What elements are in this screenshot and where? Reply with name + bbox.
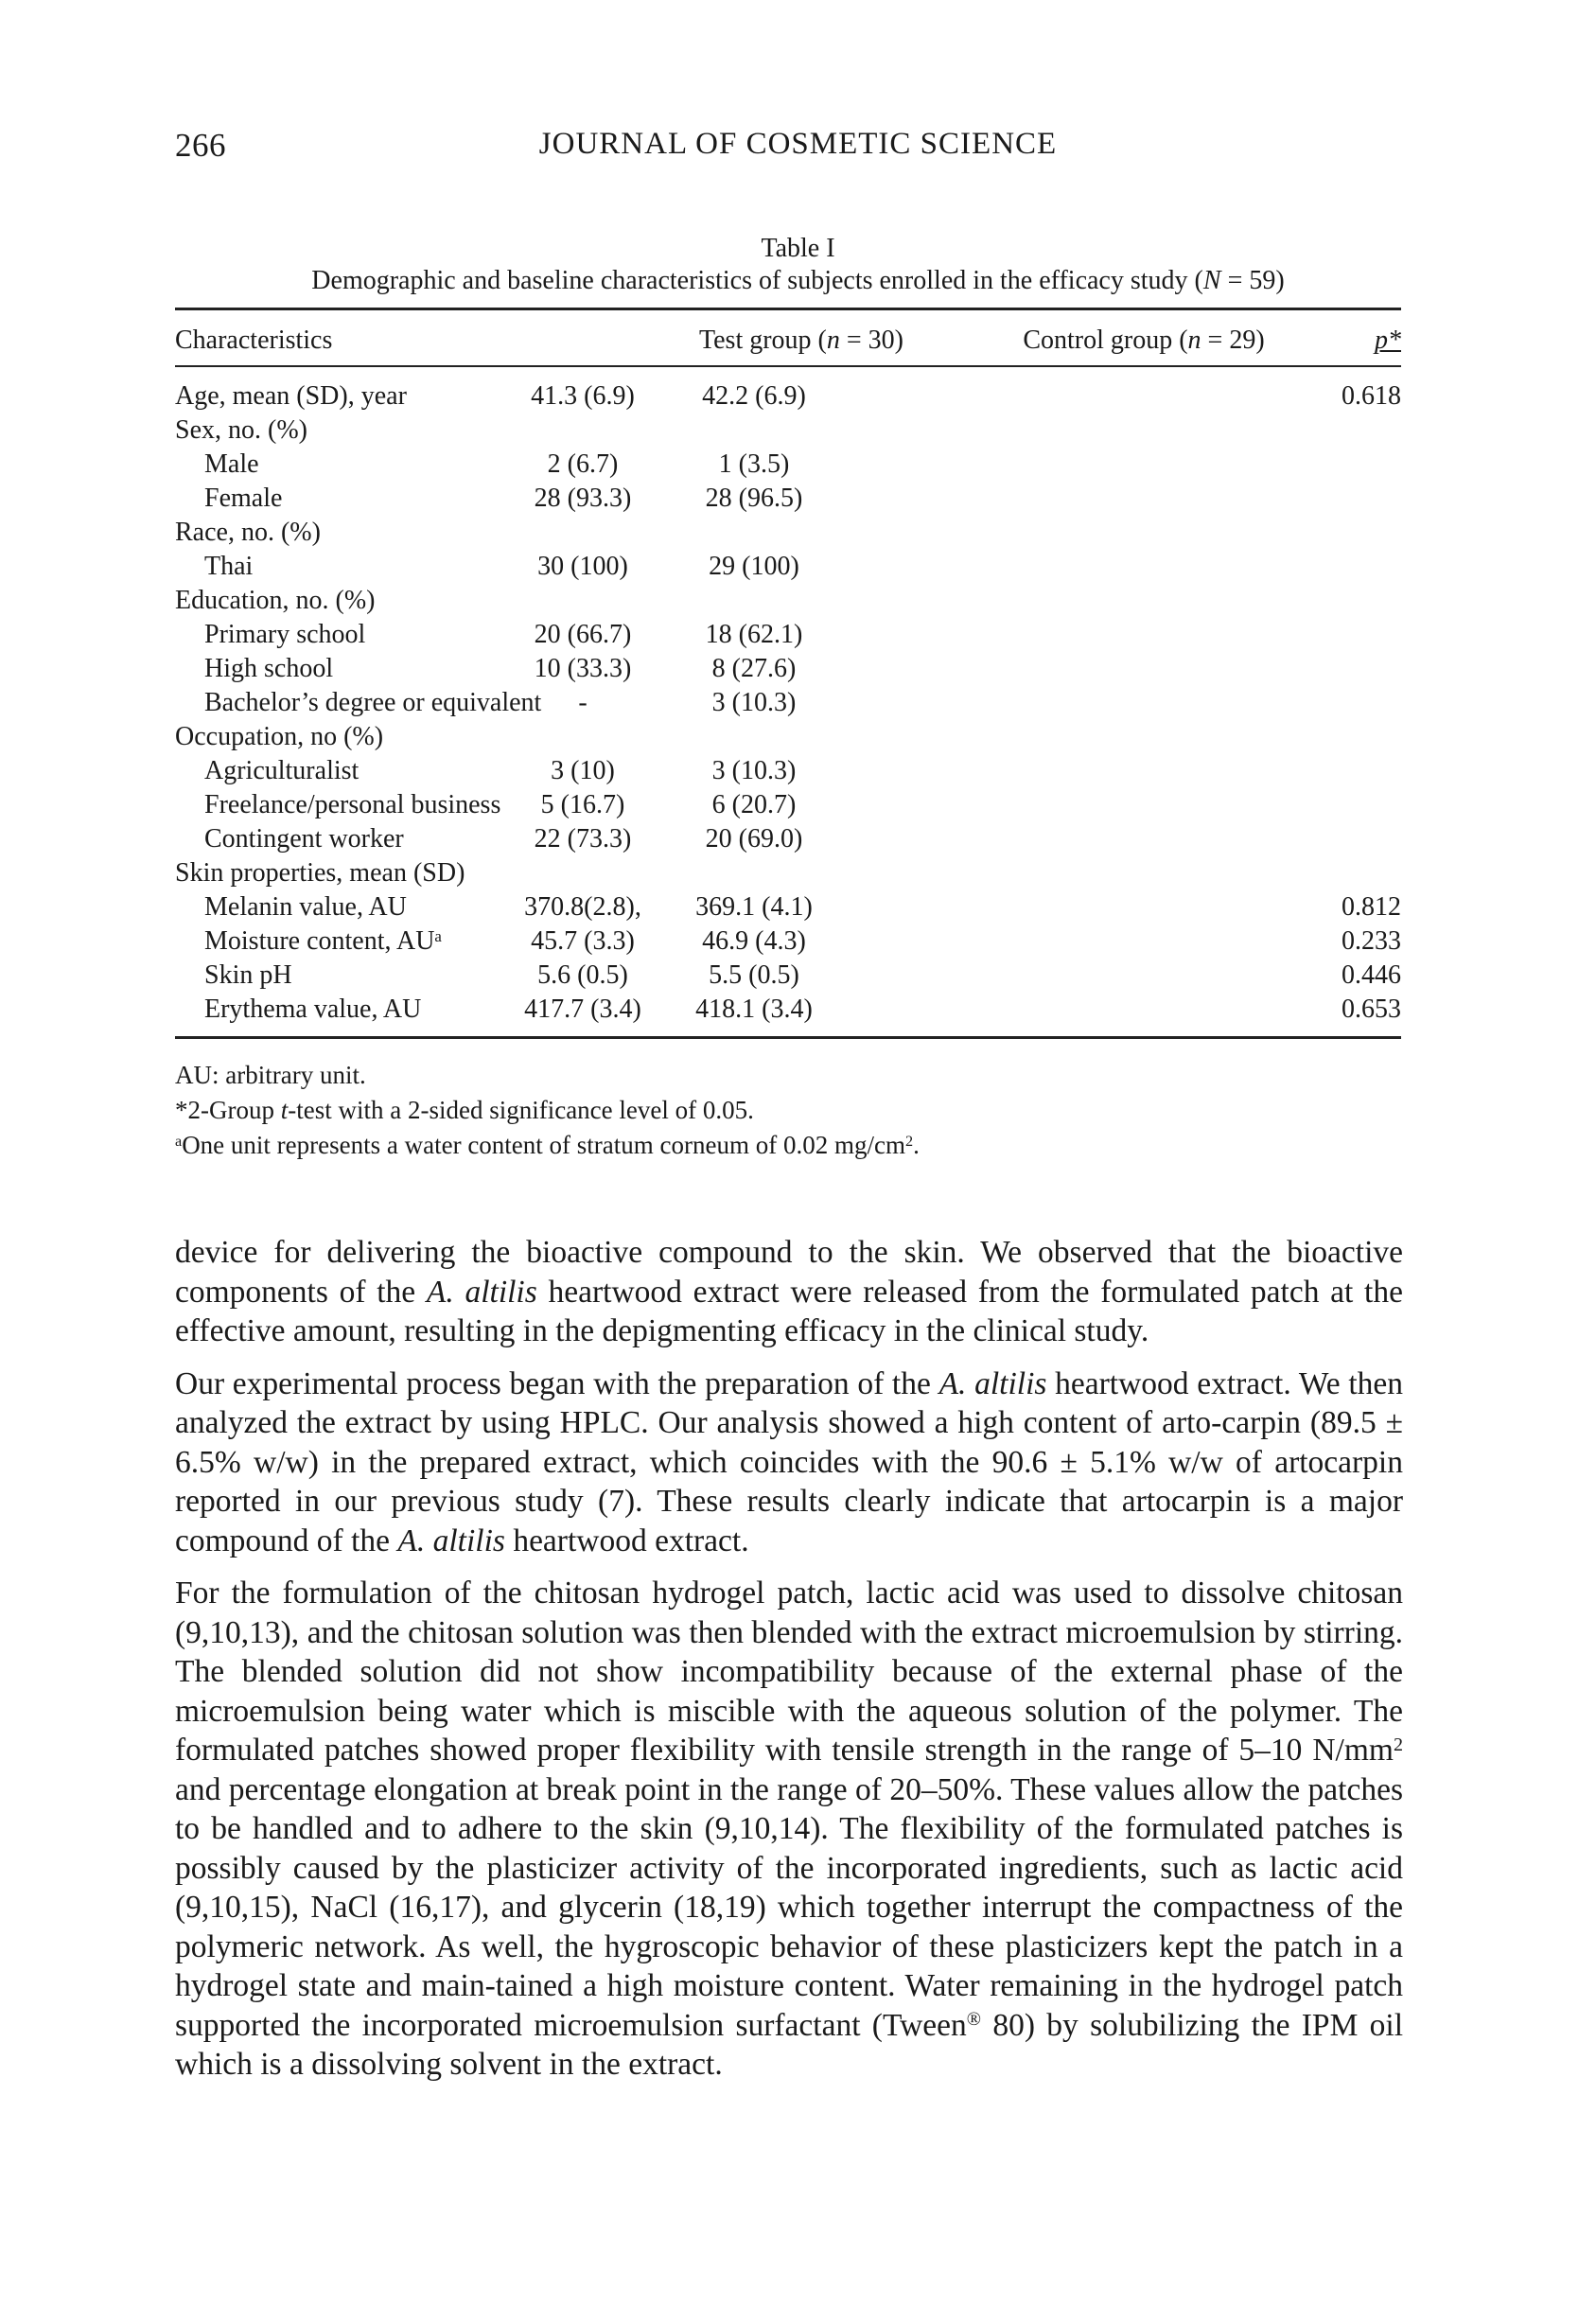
row-label: High school [204,654,334,683]
test-group-cell: 20 (66.7) [534,620,632,649]
row-label: Male [204,449,259,479]
page-number: 266 [175,127,226,164]
species-name: A. altilis [938,1365,1047,1401]
control-group-cell: 418.1 (3.4) [695,995,813,1024]
paragraph-3 [175,1574,1403,2085]
header-test-pre: Test group ( [698,326,827,355]
table-row [175,482,1401,516]
control-group-cell: 369.1 (4.1) [695,892,813,922]
note-moisture [175,1128,1401,1163]
table-row [175,516,1401,550]
table-row [175,652,1401,686]
control-group-cell: 42.2 (6.9) [702,381,806,411]
control-group-cell: 1 (3.5) [718,449,790,479]
text-run: heartwood extract were released from the formulated patch at the effective amount, resulting in the depigmenting efficacy in the clinical study. [175,1274,1403,1348]
text-run: For the formulation of the chitosan hydrogel patch, lactic acid was used to dissolve chitosan (9,10,13), and the chitosan solution was then blended with the extract microemulsion by stirring. The blended solution did not show incompatibility because of the external phase of the microemulsion being water which is miscible with the aqueous solution of the polymer. The formulated patches showed proper flexibility with tensile strength in the range of 5–10 N/mm [175,1575,1403,1768]
test-group-cell: 45.7 (3.3) [531,926,635,956]
paragraph-1 [175,1233,1403,1351]
caption-text-post: = 59) [1220,266,1285,295]
body-text [175,1233,1403,2098]
control-group-cell: 6 (20.7) [711,790,797,819]
note-ttest-pre: *2-Group [175,1096,281,1124]
note-ttest-var: t [280,1096,289,1124]
test-group-cell: 3 (10) [551,756,615,785]
test-group-cell: 5.6 (0.5) [537,960,628,990]
table-row [175,584,1401,618]
control-group-cell: 3 (10.3) [711,756,797,785]
table-row [175,890,1401,924]
row-label: Occupation, no (%) [175,722,384,751]
test-group-cell: 417.7 (3.4) [524,995,641,1024]
test-group-cell: 22 (73.3) [534,824,632,854]
header-test-var: n [826,326,840,355]
note-moisture-end: . [913,1131,920,1159]
table-notes [175,1058,1401,1163]
row-label: Moisture content, $AU^a$ [204,926,442,956]
text-run: Our experimental process began with the preparation of the [175,1365,939,1401]
superscript: ® [966,2009,982,2031]
table-title: Table I [761,234,835,263]
control-group-cell: 5.5 (0.5) [709,960,799,990]
p-value-cell: 0.812 [1342,892,1401,922]
p-value-cell: 0.233 [1342,926,1401,956]
row-label: Melanin value, AU [204,892,407,922]
p-value-cell: 0.618 [1342,381,1401,411]
table-row [175,822,1401,856]
row-label: Sex, no. (%) [175,415,307,445]
header-control-pre: Control group ( [1023,326,1188,355]
table-top-rule [175,308,1401,310]
row-label: Skin properties, mean (SD) [175,858,465,888]
control-group-cell: 20 (69.0) [705,824,803,854]
table-row [175,379,1401,414]
text-run: heartwood extract. We then analyzed the extract by using HPLC. Our analysis showed a high content of arto-carpin (89.5 ± 6.5% w/w) in the prepared extract, which coincides with the 90.6 ± 5.1% w/w of artocarpin reported in our previous study (7). These results clearly indicate that artocarpin is a major compound of the [175,1365,1404,1558]
table-row [175,856,1401,890]
header-control-group [956,324,1331,358]
test-group-cell: 10 (33.3) [534,654,632,683]
control-group-cell: 28 (96.5) [705,484,803,513]
control-group-cell: 46.9 (4.3) [702,926,806,956]
control-group-cell: 29 (100) [709,552,799,581]
table-row [175,993,1401,1027]
row-label: Bachelor’s degree or equivalent [204,688,542,717]
test-group-cell: 370.8(2.8), [524,892,641,922]
row-label-sup: a [434,926,442,945]
text-run: and percentage elongation at break point in the range of 20–50%. These values allow the patches to be handled and to adhere to the skin (9,10,14). The flexibility of the formulated patches is possibly caused by the plasticizer activity of the incorporated ingredients, such as lactic acid (9,10,15), NaCl (16,17), and glycerin (18,19) which together interrupt the compactness of the polymeric network. As well, the hygroscopic behavior of these plasticizers kept the patch in a hydrogel state and main-tained a high moisture content. Water remaining in the hydrogel patch supported the incorporated microemulsion surfactant (Tween [175,1771,1403,2043]
row-label: Female [204,484,283,513]
header-test-group [659,324,943,358]
table-row [175,924,1401,959]
header-characteristics: Characteristics [175,326,333,355]
note-ttest [175,1093,1401,1128]
note-au: AU: arbitrary unit. [175,1061,366,1089]
paragraph-2 [175,1364,1403,1561]
p-value-cell: 0.446 [1342,960,1401,990]
row-label: Freelance/personal business [204,790,501,819]
caption-text-pre: Demographic and baseline characteristics of subjects enrolled in the efficacy study ( [311,266,1203,295]
superscript: 2 [1393,1734,1403,1755]
running-head: JOURNAL OF COSMETIC SCIENCE [538,127,1058,161]
table-row [175,618,1401,652]
test-group-cell: 41.3 (6.9) [531,381,635,411]
row-label: Contingent worker [204,824,404,854]
species-name: A. altilis [426,1274,537,1310]
table-row [175,550,1401,584]
species-name: A. altilis [397,1523,505,1558]
header-p-value: p* [1375,326,1401,355]
row-label: Primary school [204,620,366,649]
table-row [175,448,1401,482]
control-group-cell: 18 (62.1) [705,620,803,649]
table-row [175,754,1401,788]
test-group-cell: 28 (93.3) [534,484,632,513]
table-row [175,720,1401,754]
table-bottom-rule [175,1036,1401,1039]
table-body [175,379,1401,1027]
row-label: Age, mean (SD), year [175,381,407,411]
caption-var: N [1202,266,1221,295]
note-moisture-sup: a [175,1132,183,1150]
header-test-post: = 30) [839,326,904,355]
test-group-cell: 2 (6.7) [547,449,619,479]
test-group-cell: 30 (100) [537,552,628,581]
table-row [175,788,1401,822]
header-control-var: n [1187,326,1201,355]
table-header-rule [175,365,1401,367]
table-header-row [175,324,1401,358]
table-caption [0,266,1596,296]
p-value-cell: 0.653 [1342,995,1401,1024]
test-group-cell: 5 (16.7) [540,790,625,819]
note-moisture-text: One unit represents a water content of stratum corneum of 0.02 mg/cm [182,1131,905,1159]
control-group-cell: 3 (10.3) [711,688,797,717]
text-run: 80) by solubilizing the IPM oil which is a dissolving solvent in the extract. [175,2007,1404,2082]
table-row [175,959,1401,993]
note-ttest-post: -test with a 2-sided significance level of 0.05. [288,1096,754,1124]
table-row [175,414,1401,448]
row-label: Race, no. (%) [175,518,321,547]
row-label: Education, no. (%) [175,586,376,615]
control-group-cell: 8 (27.6) [711,654,797,683]
text-run: heartwood extract. [504,1523,749,1558]
row-label: Agriculturalist [204,756,360,785]
test-group-cell: - [578,688,588,717]
row-label: Erythema value, AU [204,995,422,1024]
row-label: Skin pH [204,960,292,990]
row-label: Thai [204,552,254,581]
table-row [175,686,1401,720]
text-run: device for delivering the bioactive compound to the skin. We observed that the bioactive components of the [175,1235,1403,1310]
note-moisture-sup2: 2 [904,1132,914,1150]
table-header [175,324,1401,358]
header-control-post: = 29) [1201,326,1265,355]
